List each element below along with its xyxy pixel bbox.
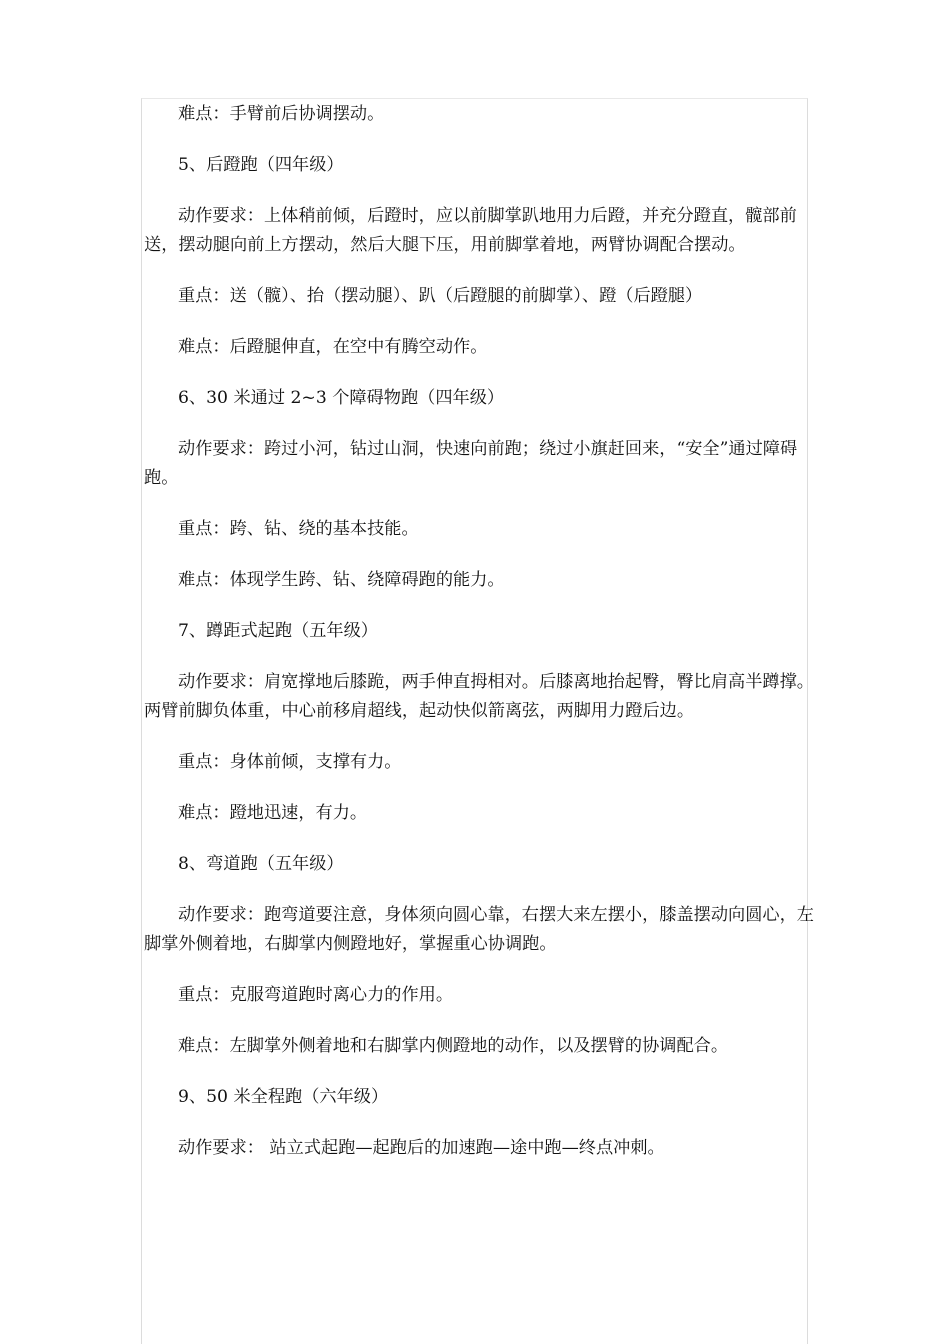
paragraph-obstacle-difficulty: 难点：体现学生跨、钻、绕障碍跑的能力。 xyxy=(178,570,505,590)
paragraph-curve-run-key-points: 重点：克服弯道跑时离心力的作用。 xyxy=(178,985,454,1005)
paragraph-obstacle-requirements: 动作要求：跨过小河，钻过山洞，快速向前跑；绕过小旗赶回来，“安全”通过障碍跑。 xyxy=(144,439,798,488)
heading-obstacle-run: 6、30 米通过 2~3 个障碍物跑（四年级） xyxy=(178,388,505,408)
heading-50m-run: 9、50 米全程跑（六年级） xyxy=(178,1087,389,1107)
paragraph-50m-run-requirements: 动作要求： 站立式起跑—起跑后的加速跑—途中跑—终点冲刺。 xyxy=(178,1138,665,1158)
paragraph-crouch-start-difficulty: 难点：蹬地迅速，有力。 xyxy=(178,803,368,823)
heading-curve-run: 8、弯道跑（五年级） xyxy=(178,854,344,874)
paragraph-back-kick-key-points: 重点：送（髋）、抬（摆动腿）、趴（后蹬腿的前脚掌）、蹬（后蹬腿） xyxy=(178,286,703,306)
heading-crouch-start: 7、蹲距式起跑（五年级） xyxy=(178,621,378,641)
paragraph-crouch-start-key-points: 重点：身体前倾，支撑有力。 xyxy=(178,752,402,772)
paragraph-curve-run-requirements: 动作要求：跑弯道要注意，身体须向圆心靠，右摆大来左摆小，膝盖摆动向圆心，左脚掌外侧着地，右脚掌内侧蹬地好，掌握重心协调跑。 xyxy=(144,905,814,954)
heading-back-kick-run: 5、后蹬跑（四年级） xyxy=(178,155,344,175)
document-body xyxy=(144,100,816,1163)
paragraph-back-kick-difficulty: 难点：后蹬腿伸直，在空中有腾空动作。 xyxy=(178,337,488,357)
paragraph-difficulty-arm-swing: 难点：手臂前后协调摆动。 xyxy=(178,104,385,124)
paragraph-obstacle-key-points: 重点：跨、钻、绕的基本技能。 xyxy=(178,519,419,539)
paragraph-crouch-start-requirements: 动作要求：肩宽撑地后膝跪，两手伸直拇相对。后膝离地抬起臀，臀比肩高半蹲撑。两臂前脚负体重，中心前移肩超线，起动快似箭离弦，两脚用力蹬后边。 xyxy=(144,672,814,721)
paragraph-curve-run-difficulty: 难点：左脚掌外侧着地和右脚掌内侧蹬地的动作，以及摆臂的协调配合。 xyxy=(178,1036,729,1056)
paragraph-back-kick-requirements: 动作要求：上体稍前倾，后蹬时，应以前脚掌趴地用力后蹬，并充分蹬直，髋部前送，摆动腿向前上方摆动，然后大腿下压，用前脚掌着地，两臂协调配合摆动。 xyxy=(144,206,797,255)
